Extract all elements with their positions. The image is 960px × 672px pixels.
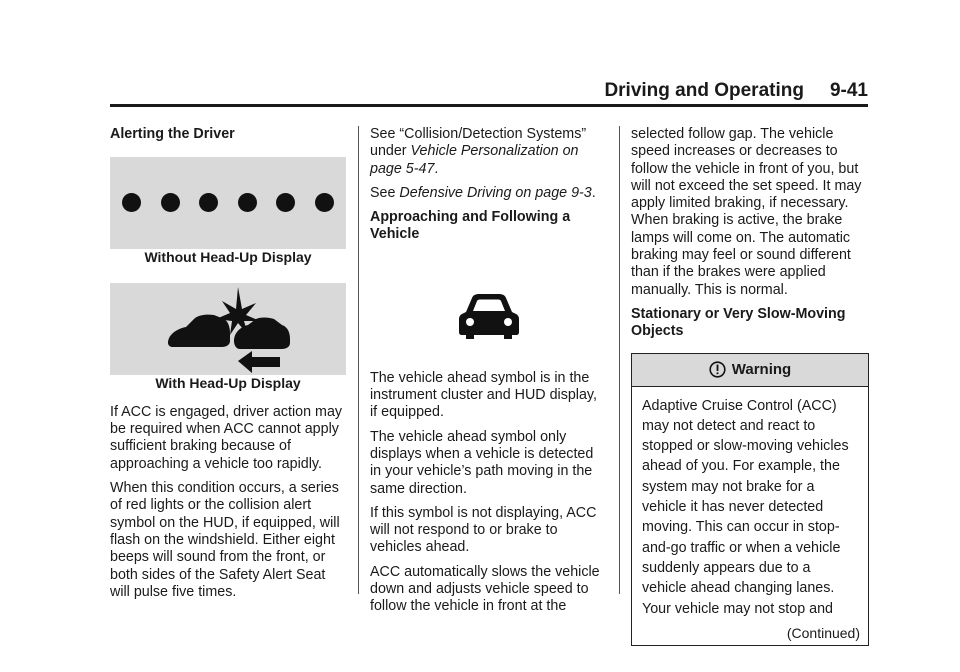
collision-alert-icon xyxy=(110,283,346,375)
figure-with-hud xyxy=(110,283,346,375)
alert-lights-row xyxy=(122,193,334,212)
alert-light-icon xyxy=(276,193,295,212)
warning-text: Adaptive Cruise Control (ACC) may not detect and react to stopped or slow-moving vehicles ahead of you. For example, the system may not brake for a vehicle it has never detected moving. This can occur in stop-and-go traffic or when a vehicle suddenly appears due to a vehicle ahead changing lanes. Your vehicle may not stop and xyxy=(642,397,849,617)
cross-reference: Defensive Driving on page 9-3 xyxy=(399,184,592,201)
warning-title: Warning xyxy=(731,360,792,378)
warning-icon xyxy=(709,361,726,378)
text: . xyxy=(591,184,596,201)
alert-light-icon xyxy=(238,193,257,212)
vehicle-ahead-icon xyxy=(458,292,520,340)
continued-label: (Continued) xyxy=(786,624,860,641)
warning-header xyxy=(632,354,868,387)
paragraph: When this condition occurs, a series of red lights or the collision alert symbol on the HUD, if equipped, will flash on the windshield. Either eight beeps will sound from the front, or both sides of the Safety Alert Seat will pulse five times. xyxy=(110,480,340,600)
paragraph: If ACC is engaged, driver action may be required when ACC cannot apply sufficient braking because of approaching a vehicle too rapidly. xyxy=(110,403,343,472)
header-rule xyxy=(110,104,868,107)
text: . xyxy=(434,160,439,177)
paragraph: The vehicle ahead symbol only displays when a vehicle is detected in your vehicle’s path moving in the same direction. xyxy=(370,428,594,497)
page-number: 9-41 xyxy=(829,80,868,101)
column-divider xyxy=(619,126,620,594)
heading-alerting-driver: Alerting the Driver xyxy=(110,126,235,142)
paragraph: The vehicle ahead symbol is in the instrument cluster and HUD display, if equipped. xyxy=(370,369,597,421)
paragraph: selected follow gap. The vehicle speed increases or decreases to follow the vehicle in front of you, but will not exceed the set speed. It may apply limited braking, if necessary. When braking is active, the brake lamps will come on. The automatic braking may feel or sound different than if the brakes were applied manually. This is normal. xyxy=(631,126,862,298)
page-header xyxy=(604,80,868,102)
text: See “Collision/Detection Systems” under xyxy=(370,126,587,160)
alert-light-icon xyxy=(315,193,334,212)
figure-caption: Without Head-Up Display xyxy=(144,249,312,266)
column-3 xyxy=(631,126,869,646)
warning-box xyxy=(631,353,869,647)
text: See xyxy=(370,184,400,201)
column-divider xyxy=(358,126,359,594)
alert-light-icon xyxy=(161,193,180,212)
figure-caption: With Head-Up Display xyxy=(155,374,301,391)
paragraph xyxy=(370,185,608,202)
paragraph xyxy=(370,126,608,178)
heading-stationary-objects: Stationary or Very Slow-Moving Objects xyxy=(631,305,846,340)
section-title: Driving and Operating xyxy=(604,80,804,101)
column-1 xyxy=(110,126,346,608)
column-2 xyxy=(370,126,608,623)
paragraph: ACC automatically slows the vehicle down and adjusts vehicle speed to follow the vehicle in front at the xyxy=(370,563,600,615)
paragraph: If this symbol is not displaying, ACC will not respond to or brake to vehicles ahead. xyxy=(370,504,597,556)
cross-reference: Vehicle Personalization on page 5-47 xyxy=(370,143,579,177)
alert-light-icon xyxy=(122,193,141,212)
alert-light-icon xyxy=(199,193,218,212)
heading-approaching-following: Approaching and Following a Vehicle xyxy=(370,209,571,243)
figure-without-hud xyxy=(110,157,346,249)
